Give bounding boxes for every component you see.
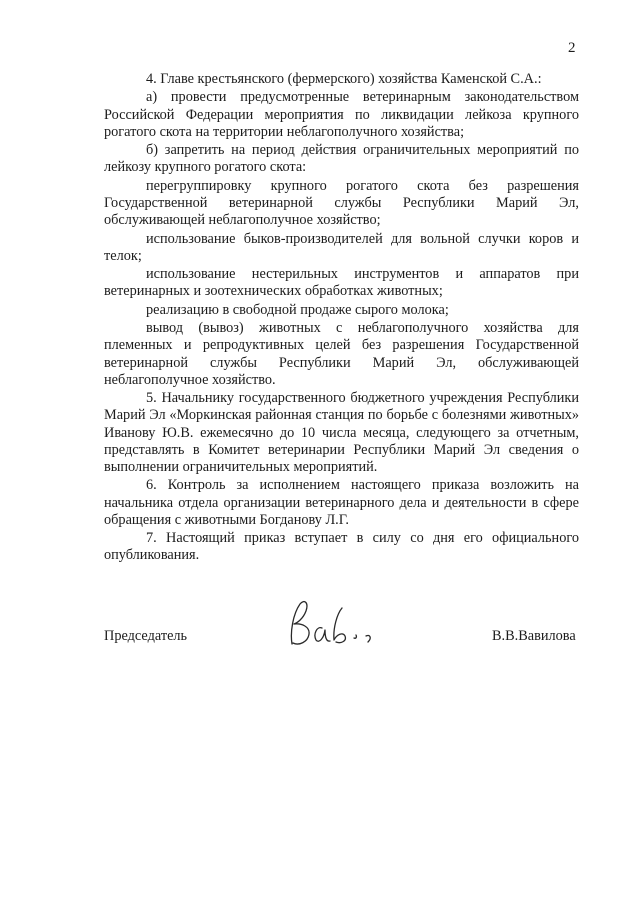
paragraph: б) запретить на период действия ограничительных мероприятий по лейкозу крупного рогатого скота: [104,142,579,176]
document-body [104,71,579,565]
paragraph: вывод (вывоз) животных с неблагополучного хозяйства для племенных и репродуктивных целей без разрешения Государственной ветеринарной службы Республики Марий Эл, обслуживающей неблагополучное хозяйство. [104,320,579,388]
paragraph: 4. Главе крестьянского (фермерского) хозяйства Каменской С.А.: [146,71,542,87]
paragraph: 6. Контроль за исполнением настоящего приказа возложить на начальника отдела организации ветеринарного дела и деятельности в сфере обращения с животными Богданову Л.Г. [104,477,579,528]
paragraph: 7. Настоящий приказ вступает в силу со дня его официального опубликования. [104,530,579,564]
paragraph: реализацию в свободной продаже сырого молока; [146,301,449,318]
signatory-name: В.В.Вавилова [492,628,576,644]
handwritten-signature [282,596,392,652]
paragraph: 5. Начальнику государственного бюджетного учреждения Республики Марий Эл «Моркинская районная станция по борьбе с болезнями животных» Иванову Ю.В. ежемесячно до 10 числа месяца, следующего за отчетным, представлять в Комитет ветеринарии Республики Марий Эл сведения о выполнении ограничительных мероприятий. [104,390,579,475]
paragraph: перегруппировку крупного рогатого скота без разрешения Государственной ветеринарной службы Республики Марий Эл, обслуживающей неблагополучное хозяйство; [104,177,579,229]
paragraph: использование нестерильных инструментов и аппаратов при ветеринарных и зоотехнических обработках животных; [104,266,579,300]
page-number: 2 [568,40,576,56]
signatory-position: Председатель [104,628,188,644]
paragraph: а) провести предусмотренные ветеринарным законодательством Российской Федерации мероприятия по ликвидации лейкоза крупного рогатого скота на территории неблагополучного хозяйства; [104,89,579,140]
paragraph: использование быков-производителей для вольной случки коров и телок; [104,230,579,264]
